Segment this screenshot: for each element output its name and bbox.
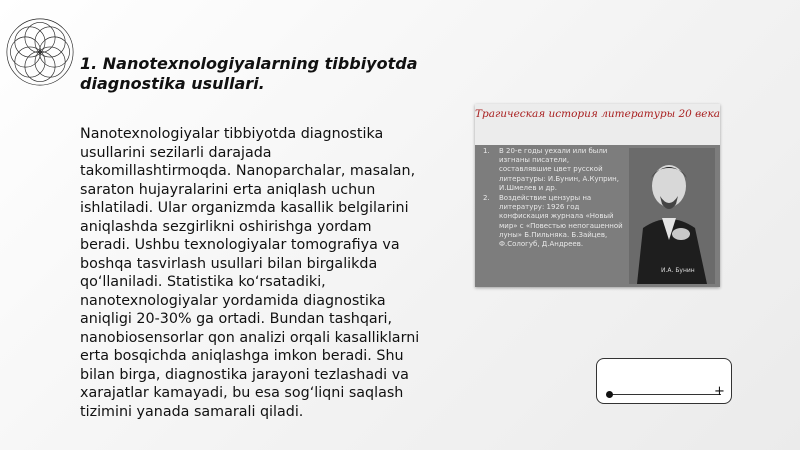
list-item: 2. Воздействие цензуры на литературу: 1926 год конфискация журнала «Новый мир» с «Повестью непогашенной луны» Б.Пильняка. Б.Зайцев, Ф.Сологуб, Д.Андреев. <box>483 194 623 249</box>
embedded-image-panel <box>475 145 720 287</box>
portrait-photo <box>629 148 715 284</box>
embedded-image-title: Трагическая история литературы 20 века <box>475 108 721 120</box>
slide-body-text: Nanotexnologiyalar tibbiyotda diagnostika usullarini sezilarli darajada takomillashtirmoqda. Nanoparchalar, masalan, saraton hujayralarini erta aniqlash uchun ishlatiladi. Ular organizmda kasallik belgilarini aniqlashda sezgirlikni oshirishga yordam beradi. Ushbu texnologiyalar tomografiya va boshqa tasvirlash usullari bilan birgalikda qo‘llaniladi. Statistika ko‘rsatadiki, nanotexnologiyalar yordamida diagnostika aniqligi 20-30% ga ortadi. Bundan tashqari, nanobiosensorlar qon analizi orqali kasalliklarni erta bosqichda aniqlashga imkon beradi. Shu bilan birga, diagnostika jarayoni tezlashadi va xarajatlar kamayadi, bu esa sog‘liqni saqlash tizimini yanada samarali qiladi. <box>80 126 420 420</box>
embedded-image-list <box>483 147 623 250</box>
list-item: 1. В 20-е годы уехали или были изгнаны писатели, составлявшие цвет русской литературы: И.Бунин, А.Куприн, И.Шмелев и др. <box>483 147 619 192</box>
progress-track[interactable] <box>607 394 721 395</box>
media-progress-control[interactable] <box>596 358 732 404</box>
plus-icon[interactable]: + <box>714 384 725 399</box>
progress-thumb[interactable] <box>606 391 613 398</box>
rosette-logo-icon <box>4 16 76 88</box>
portrait-caption: И.А. Бунин <box>661 267 695 274</box>
embedded-slide-image <box>475 104 720 287</box>
slide-title: 1. Nanotexnologiyalarning tibbiyotda diagnostika usullari. <box>80 54 418 93</box>
